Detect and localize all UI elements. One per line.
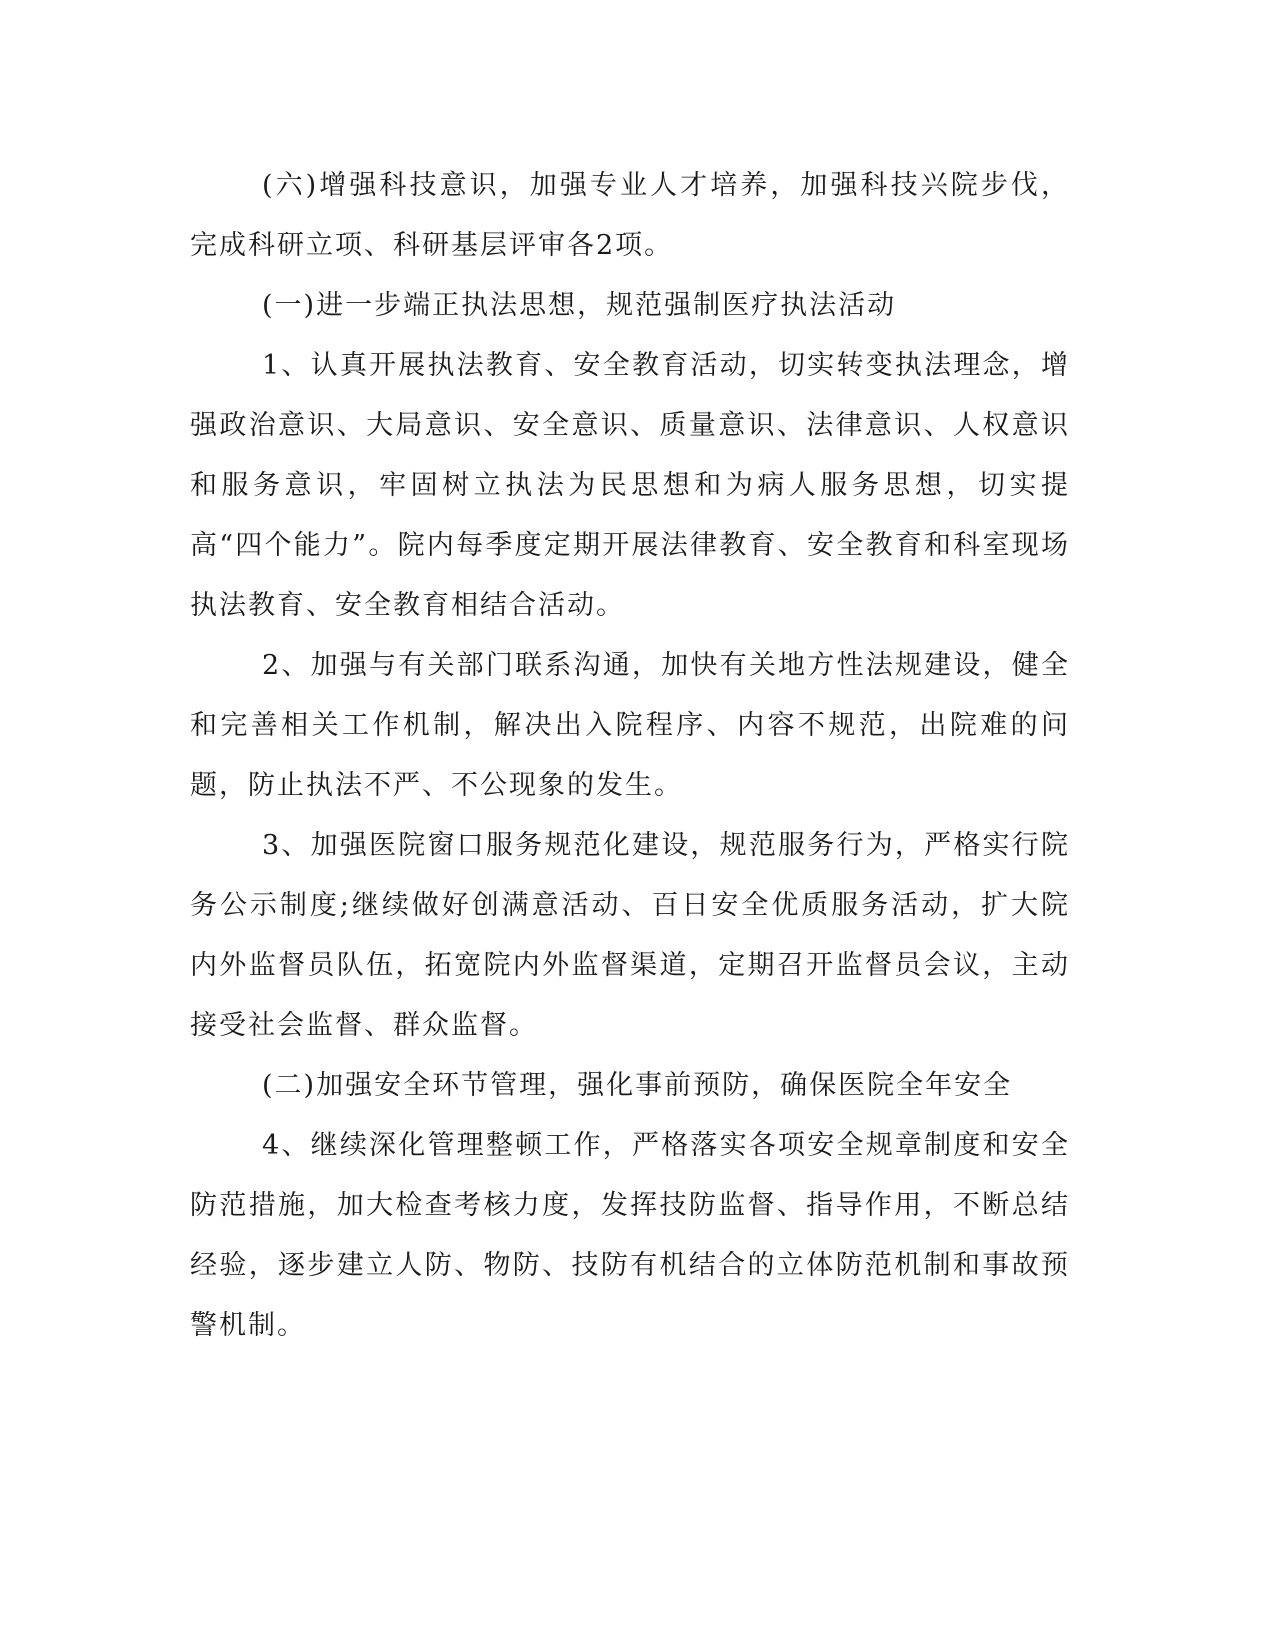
document-body (190, 156, 1070, 1356)
paragraph-item-3: 3、加强医院窗口服务规范化建设，规范服务行为，严格实行院务公示制度;继续做好创满意活动、百日安全优质服务活动，扩大院内外监督员队伍，拓宽院内外监督渠道，定期召开监督员会议，主动接受社会监督、群众监督。 (190, 830, 1070, 1041)
paragraph-item-2: 2、加强与有关部门联系沟通，加快有关地方性法规建设，健全和完善相关工作机制，解决出入院程序、内容不规范，出院难的问题，防止执法不严、不公现象的发生。 (190, 650, 1070, 801)
paragraph-item-4: 4、继续深化管理整顿工作，严格落实各项安全规章制度和安全防范措施，加大检查考核力度，发挥技防监督、指导作用，不断总结经验，逐步建立人防、物防、技防有机结合的立体防范机制和事故预警机制。 (190, 1130, 1070, 1341)
paragraph-six-tech-awareness: (六)增强科技意识，加强专业人才培养，加强科技兴院步伐，完成科研立项、科研基层评审各2项。 (190, 170, 1070, 261)
paragraph-item-1: 1、认真开展执法教育、安全教育活动，切实转变执法理念，增强政治意识、大局意识、安全意识、质量意识、法律意识、人权意识和服务意识，牢固树立执法为民思想和为病人服务思想，切实提高“四个能力”。院内每季度定期开展法律教育、安全教育和科室现场执法教育、安全教育相结合活动。 (190, 350, 1070, 621)
section-heading-one: (一)进一步端正执法思想，规范强制医疗执法活动 (262, 290, 897, 321)
section-heading-two: (二)加强安全环节管理，强化事前预防，确保医院全年安全 (262, 1070, 1013, 1101)
